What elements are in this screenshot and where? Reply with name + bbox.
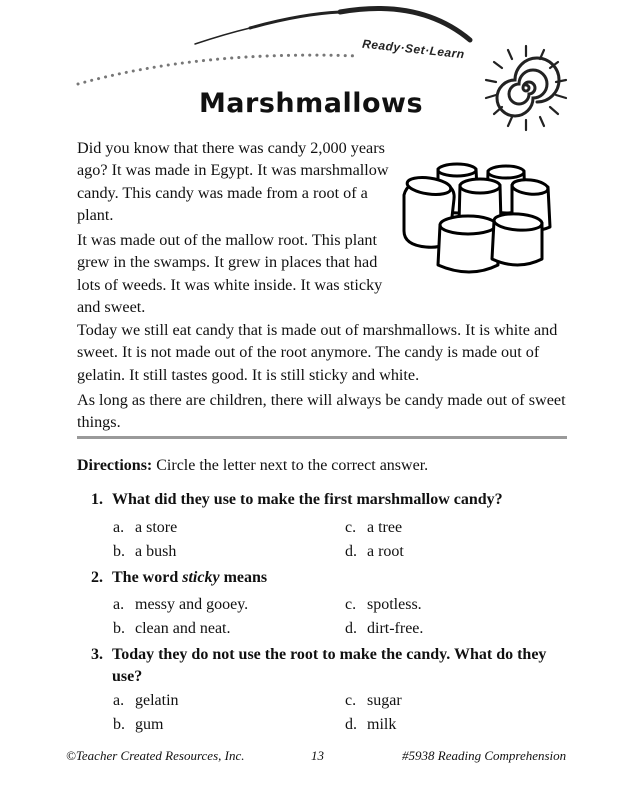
option-text: a root [367, 543, 404, 560]
option-letter: b. [113, 543, 125, 560]
option-text: gelatin [135, 692, 179, 709]
q3-option-c[interactable] [345, 692, 402, 710]
q3-option-b[interactable] [113, 716, 163, 734]
option-letter: d. [345, 716, 357, 733]
directions-text: Circle the letter next to the correct answer. [156, 457, 429, 474]
option-text: messy and gooey. [135, 596, 249, 613]
option-letter: b. [113, 716, 125, 733]
q3-option-a[interactable] [113, 692, 179, 710]
option-letter: c. [345, 519, 357, 536]
question-number: 1. [91, 491, 103, 508]
option-text: a tree [367, 519, 403, 536]
question-text: Today they do not use the root to make the candy. What do they use? [112, 646, 547, 685]
question-3 [91, 644, 561, 688]
q1-option-d[interactable] [345, 543, 404, 561]
section-divider [77, 436, 567, 439]
question-2 [91, 567, 561, 589]
option-letter: c. [345, 596, 357, 613]
question-text-before: The word [112, 569, 183, 586]
footer-page-number: 13 [311, 748, 324, 763]
q2-option-b[interactable] [113, 620, 231, 638]
footer-book-title: #5938 Reading Comprehension [402, 748, 567, 763]
option-letter: d. [345, 543, 357, 560]
directions-label: Directions: [77, 457, 153, 474]
marshmallows-illustration [398, 155, 558, 285]
option-text: spotless. [367, 596, 422, 613]
brand-text: Ready·Set·Learn [361, 36, 466, 62]
q1-option-c[interactable] [345, 519, 402, 537]
option-text: a bush [135, 543, 177, 560]
page-title: Marshmallows [198, 88, 424, 119]
option-text: gum [135, 716, 164, 733]
option-text: clean and neat. [135, 620, 231, 637]
q1-option-a[interactable] [113, 519, 177, 537]
option-letter: a. [113, 596, 125, 613]
option-letter: b. [113, 620, 125, 637]
q1-option-b[interactable] [113, 543, 176, 561]
passage-paragraph-4: As long as there are children, there will always be candy made out of sweet things. [77, 391, 566, 432]
option-letter: d. [345, 620, 357, 637]
option-text: a store [135, 519, 178, 536]
question-text-emphasis: sticky [182, 569, 220, 586]
passage-paragraph-1: Did you know that there was candy 2,000 years ago? It was made in Egypt. It was marshmallow candy. This candy was made from a root of a plant. [77, 139, 389, 225]
directions [77, 457, 428, 475]
passage-paragraph-3: Today we still eat candy that is made out of marshmallows. It is white and sweet. It is not made out of the root anymore. The candy is made out of gelatin. It still tastes good. It is still sticky and white. [77, 321, 558, 384]
option-letter: c. [345, 692, 357, 709]
q2-option-c[interactable] [345, 596, 422, 614]
question-text: What did they use to make the first marshmallow candy? [112, 491, 503, 508]
question-number: 3. [91, 646, 103, 663]
question-text [112, 567, 561, 589]
q2-option-a[interactable] [113, 596, 248, 614]
question-number: 2. [91, 569, 103, 586]
question-1 [91, 489, 561, 511]
q2-option-d[interactable] [345, 620, 423, 638]
option-letter: a. [113, 519, 125, 536]
q3-option-d[interactable] [345, 716, 396, 734]
passage-paragraph-2: It was made out of the mallow root. This plant grew in the swamps. It grew in places that had lots of weeds. It was white inside. It was sticky and sweet. [77, 231, 383, 317]
option-letter: a. [113, 692, 125, 709]
option-text: sugar [367, 692, 402, 709]
footer-copyright: ©Teacher Created Resources, Inc. [66, 748, 245, 763]
question-text-after: means [219, 569, 268, 586]
option-text: milk [367, 716, 397, 733]
option-text: dirt-free. [367, 620, 424, 637]
